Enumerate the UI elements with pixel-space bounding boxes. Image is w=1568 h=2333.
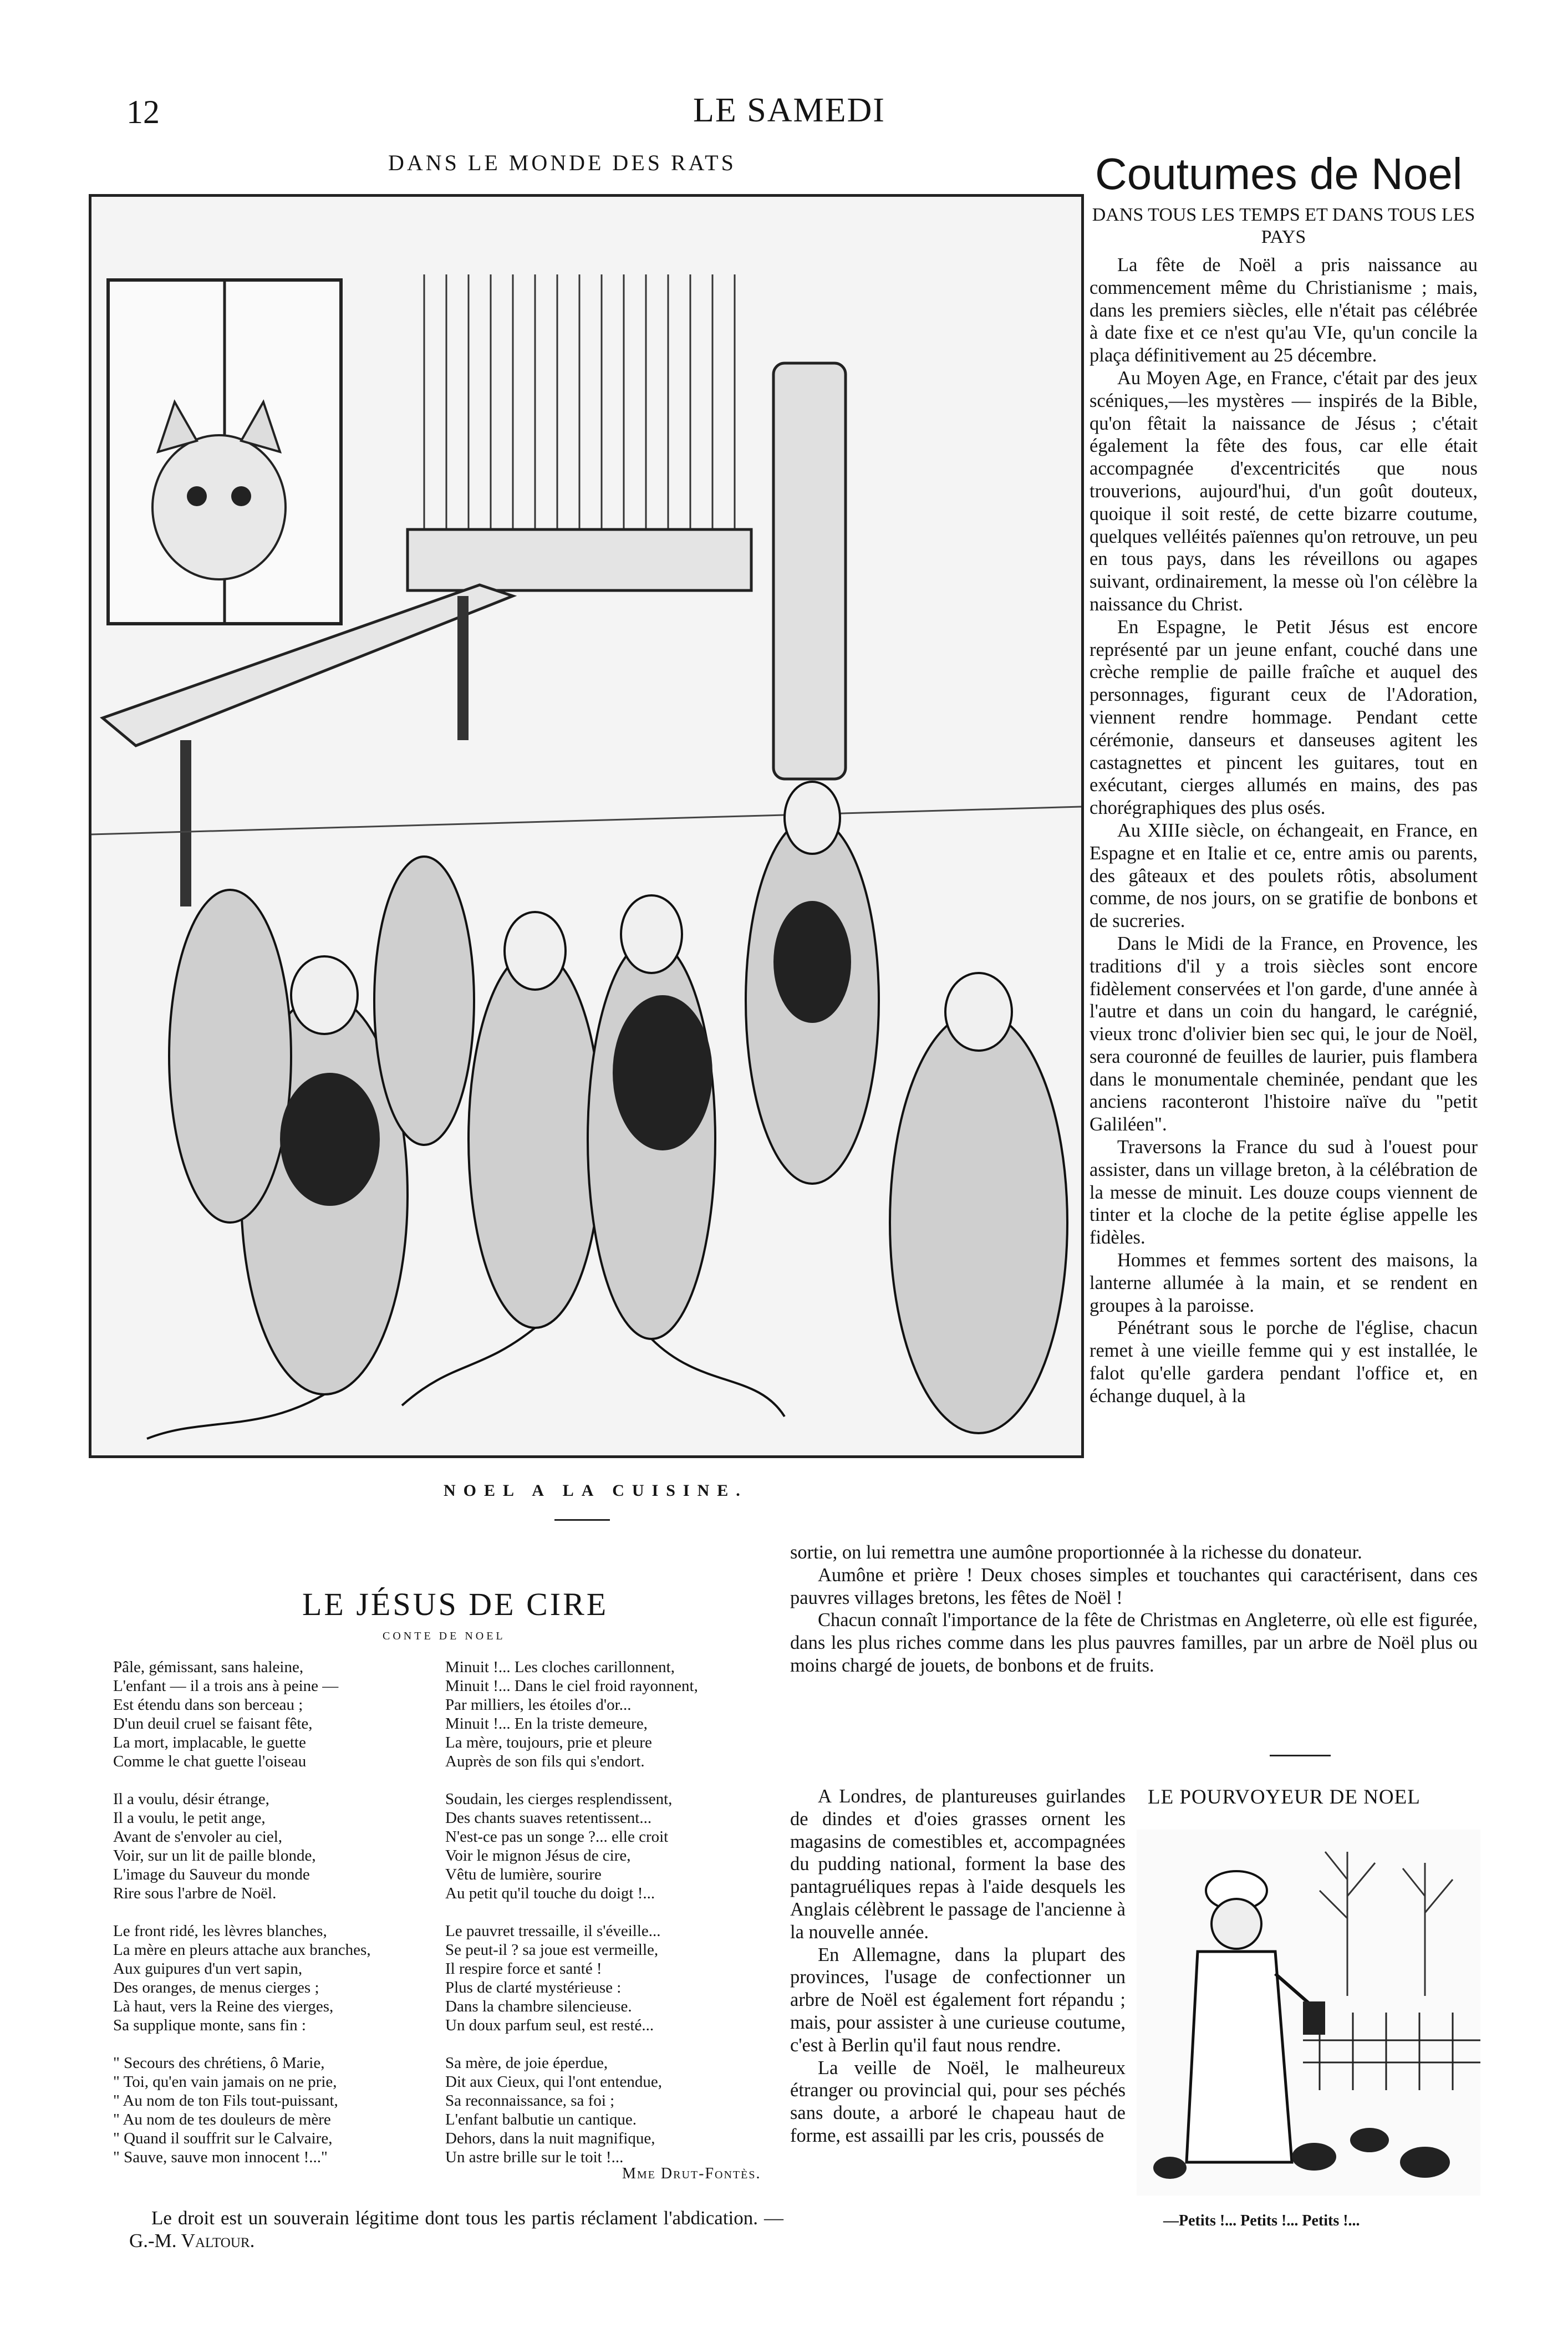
poem-column-left <box>113 1658 446 2186</box>
poulterer-engraving <box>1137 1830 1480 2196</box>
poem-line: Minuit !... Les cloches carillonnent, <box>445 1658 675 1676</box>
article-paragraph: Au XIIIe siècle, on échangeait, en France, en Espagne et en Italie et ce, entre amis ou parents, des gâteaux et des poulets rôtis, absolument comme, de nos jours, on se gratifie de bonbons et de sucreries. <box>1090 819 1478 932</box>
poem-line: Rire sous l'arbre de Noël. <box>113 1884 277 1902</box>
poem-stanza <box>113 1922 446 2035</box>
poem-line: " Quand il souffrit sur le Calvaire, <box>113 2130 333 2147</box>
poem-line: Un astre brille sur le toit !... <box>445 2148 624 2166</box>
poem-line: Le pauvret tressaille, il s'éveille... <box>445 1922 661 1940</box>
article-paragraph: La fête de Noël a pris naissance au commencement même du Christianisme ; mais, dans les premiers siècles, elle n'était pas célébrée à date fixe et ce n'est qu'au VIe, qu'un concile la plaça définitivement au 25 décembre. <box>1090 254 1478 366</box>
illustration-caption: NOEL A LA CUISINE. <box>444 1481 748 1500</box>
article-subtitle: DANS TOUS LES TEMPS ET DANS TOUS LES PAYS <box>1092 205 1475 247</box>
poem-line: Sa reconnaissance, sa foi ; <box>445 2092 615 2110</box>
page-number: 12 <box>126 94 160 130</box>
article-paragraph: Au Moyen Age, en France, c'était par des jeux scéniques,—les mystères — inspirés de la Bible, qu'on fêtait la naissance de Jésus ; c'était également la fête des fous, car elle était accompagnée d'excentricités que nous trouverions, aujourd'hui, d'un goût douteux, quoique il soit resté, de cette bizarre coutume, quelques velléités païennes qu'on retrouve, un peu en tous pays, dans les réveillons ou agapes suivant, ordinairement, la messe où l'on célèbre la naissance du Christ. <box>1090 367 1478 615</box>
poem-line: Le front ridé, les lèvres blanches, <box>113 1922 327 1940</box>
poem-stanza <box>113 1790 446 1903</box>
article-paragraph: Pénétrant sous le porche de l'église, chacun remet à une vieille femme qui y est installée, le falot qu'elle gardera pendant l'office et, en échange duquel, à la <box>1090 1317 1478 1407</box>
poem-line: La mort, implacable, le guette <box>113 1734 306 1751</box>
poem-signature: Mme Drut-Fontès. <box>622 2165 761 2182</box>
poem-line: " Toi, qu'en vain jamais on ne prie, <box>113 2073 337 2091</box>
poem-line: L'image du Sauveur du monde <box>113 1866 310 1883</box>
poem-line: " Au nom de ton Fils tout-puissant, <box>113 2092 338 2110</box>
poem-line: Un doux parfum seul, est resté... <box>445 2016 654 2034</box>
poem-line: La mère, toujours, prie et pleure <box>445 1734 652 1751</box>
article-paragraph: La veille de Noël, le malheureux étranger ou provincial qui, pour ses péchés sans doute, a arboré le chapeau haut de forme, est assailli par les cris, poussés de <box>790 2057 1126 2146</box>
poem-line: Des oranges, de menus cierges ; <box>113 1979 319 1996</box>
article-title: Coutumes de Noel <box>1095 149 1463 198</box>
poem-line: Sa supplique monte, sans fin : <box>113 2016 306 2034</box>
article-paragraph: A Londres, de plantureuses guirlandes de dindes et d'oies grasses ornent les magasins de comestibles et, accompagnées du pudding national, forment la base des pantagruéliques repas à l'aide desquels les Anglais célèbrent le passage de l'ancienne à la nouvelle année. <box>790 1786 1126 1943</box>
poem-line: Comme le chat guette l'oiseau <box>113 1753 307 1770</box>
closing-quote <box>129 2207 783 2252</box>
poem-stanza <box>445 1922 800 2035</box>
poem-stanza <box>113 2054 446 2167</box>
poem-line: Se peut-il ? sa joue est vermeille, <box>445 1941 659 1959</box>
closing-quote-author: — G.-M. Valtour. <box>129 2207 783 2252</box>
poem-line: L'enfant balbutie un cantique. <box>445 2111 637 2128</box>
pourvoyeur-caption: —Petits !... Petits !... Petits !... <box>1163 2212 1360 2229</box>
poem-title: LE JÉSUS DE CIRE <box>302 1586 609 1622</box>
poem-line: Plus de clarté mystérieuse : <box>445 1979 622 1996</box>
poem-stanza <box>445 1658 800 1771</box>
poem-line: Minuit !... Dans le ciel froid rayonnent, <box>445 1677 698 1695</box>
pourvoyeur-illustration <box>1137 1830 1480 2196</box>
poem-stanza <box>113 1658 446 1771</box>
poem-line: Il a voulu, désir étrange, <box>113 1790 269 1808</box>
article-paragraph: Traversons la France du sud à l'ouest pour assister, dans un village breton, à la célébration de la messe de minuit. Les douze coups viennent de tinter et la cloche de la petite église appelle les fidèles. <box>1090 1137 1478 1249</box>
kitchen-rats-engraving <box>91 197 1081 1455</box>
poem-line: Aux guipures d'un vert sapin, <box>113 1960 303 1978</box>
article-paragraph: En Allemagne, dans la plupart des provinces, l'usage de confectionner un arbre de Noël est également fort répandu ; mais, pour assister à une curieuse coutume, c'est à Berlin qu'il faut nous rendre. <box>790 1944 1126 2056</box>
poem-line: Dit aux Cieux, qui l'ont entendue, <box>445 2073 663 2091</box>
poem-line: Dehors, dans la nuit magnifique, <box>445 2130 655 2147</box>
poem-column-right <box>445 1658 800 2186</box>
poem-line: Des chants suaves retentissent... <box>445 1809 652 1827</box>
illustration-title: DANS LE MONDE DES RATS <box>388 150 736 175</box>
poem-line: D'un deuil cruel se faisant fête, <box>113 1715 313 1733</box>
poem-line: Avant de s'envoler au ciel, <box>113 1828 283 1846</box>
article-paragraph: Hommes et femmes sortent des maisons, la lanterne allumée à la main, et se rendent en groupes à la paroisse. <box>1090 1250 1478 1316</box>
poem-line: Il respire force et santé ! <box>445 1960 602 1978</box>
article-paragraph: sortie, on lui remettra une aumône proportionnée à la richesse du donateur. <box>790 1542 1362 1563</box>
poem-line: " Sauve, sauve mon innocent !..." <box>113 2148 328 2166</box>
divider <box>554 1519 610 1521</box>
illustration-noel-cuisine <box>89 194 1084 1458</box>
poem-line: Sa mère, de joie éperdue, <box>445 2054 608 2072</box>
poem-line: La mère en pleurs attache aux branches, <box>113 1941 371 1959</box>
poem-line: L'enfant — il a trois ans à peine — <box>113 1677 339 1695</box>
poem-line: Là haut, vers la Reine des vierges, <box>113 1998 334 2015</box>
poem-line: Est étendu dans son berceau ; <box>113 1696 303 1714</box>
article-paragraph: Dans le Midi de la France, en Provence, les traditions d'il y a trois siècles sont encore fidèlement conservées et l'on garde, d'une année à l'autre et dans un coin du hangard, le carégnié, vieux tronc d'olivier bien sec qui, le jour de Noël, sera couronné de feuilles de laurier, puis flambera dans le monumentale cheminée, pendant que les anciens raconteront l'histoire naïve du "petit Galiléen". <box>1090 933 1478 1135</box>
article-column-right <box>1090 254 1478 1408</box>
poem-line: Il a voulu, le petit ange, <box>113 1809 266 1827</box>
poem-stanza <box>445 1790 800 1903</box>
article-paragraph: En Espagne, le Petit Jésus est encore représenté par un jeune enfant, couché dans une crèche remplie de paille fraîche et auquel des personnages, figurant ceux de l'Adoration, viennent rendre hommage. Pendant cette cérémonie, danseurs et danseuses agitent les castagnettes et pincent les guitares, tout en exécutant, cierges allumés en mains, des pas chorégraphiques des plus osés. <box>1090 616 1478 819</box>
poem-line: Voir le mignon Jésus de cire, <box>445 1847 631 1865</box>
poem-line: Auprès de son fils qui s'endort. <box>445 1753 645 1770</box>
poem-line: " Au nom de tes douleurs de mère <box>113 2111 331 2128</box>
poem-line: Pâle, gémissant, sans haleine, <box>113 1658 304 1676</box>
poem-subtitle: CONTE DE NOEL <box>383 1630 506 1642</box>
poem-line: Soudain, les cierges resplendissent, <box>445 1790 673 1808</box>
article-paragraph: Aumône et prière ! Deux choses simples et touchantes qui caractérisent, dans ces pauvres villages bretons, les fêtes de Noël ! <box>790 1564 1478 1608</box>
divider <box>1270 1755 1331 1756</box>
article-column-narrow <box>790 1785 1126 2147</box>
poem-line: Par milliers, les étoiles d'or... <box>445 1696 632 1714</box>
poem-line: Minuit !... En la triste demeure, <box>445 1715 648 1733</box>
poem-line: Dans la chambre silencieuse. <box>445 1998 632 2015</box>
article-paragraph: Chacun connaît l'importance de la fête de Christmas en Angleterre, où elle est figurée, dans les plus riches comme dans les plus pauvres familles, par un arbre de Noël plus ou moins chargé de jouets, de bonbons et de fruits. <box>790 1609 1478 1676</box>
poem-line: " Secours des chrétiens, ô Marie, <box>113 2054 325 2072</box>
poem-line: N'est-ce pas un songe ?... elle croit <box>445 1828 669 1846</box>
pourvoyeur-title: LE POURVOYEUR DE NOEL <box>1148 1786 1421 1809</box>
poem-line: Au petit qu'il touche du doigt !... <box>445 1884 655 1902</box>
poem-line: Voir, sur un lit de paille blonde, <box>113 1847 316 1865</box>
poem-line: Vêtu de lumière, sourire <box>445 1866 602 1883</box>
masthead: LE SAMEDI <box>693 91 885 129</box>
poem-stanza <box>445 2054 800 2167</box>
article-column-wide <box>790 1541 1478 1677</box>
closing-quote-text: Le droit est un souverain légitime dont tous les partis réclament l'abdication. <box>151 2207 758 2229</box>
